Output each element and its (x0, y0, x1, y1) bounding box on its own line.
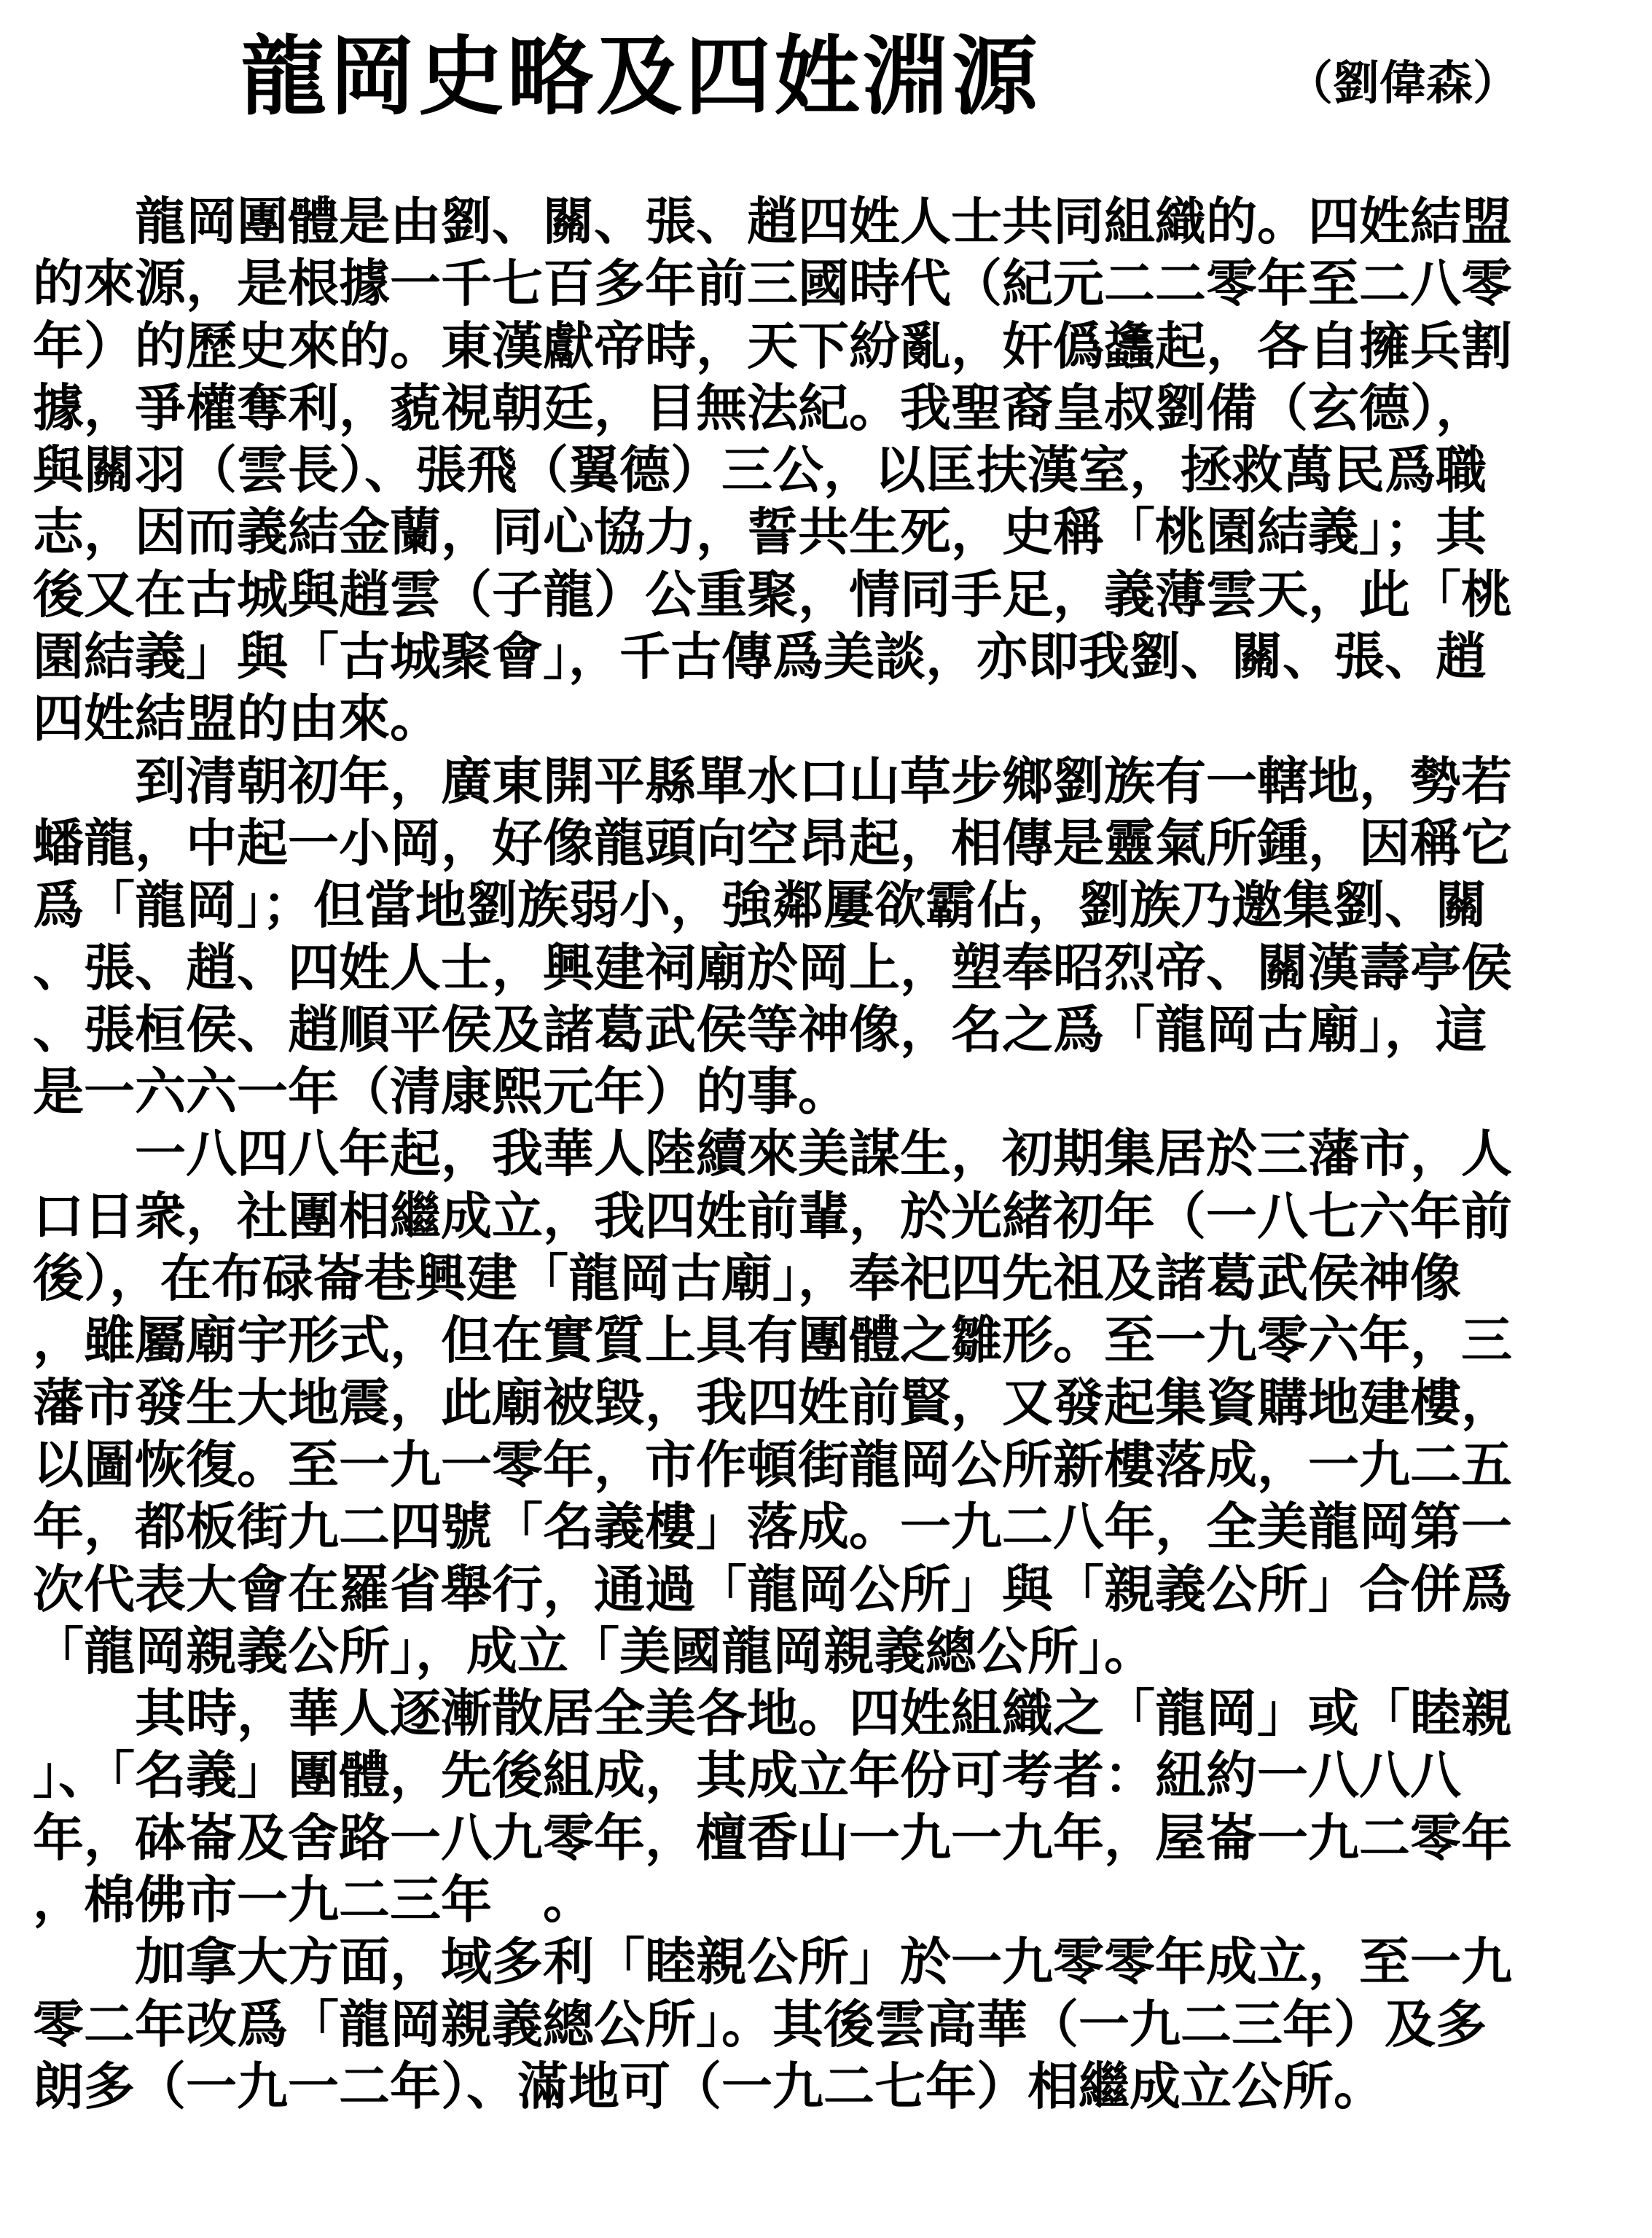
text-line: 與關羽（雲長）、張飛（翼德）三公，以匡扶漢室，拯救萬民爲職 (33, 440, 1487, 501)
text-line: 年，砵崙及舍路一八九零年，檀香山一九一九年，屋崙一九二零年 (33, 1807, 1512, 1868)
text-line: 後），在布碌崙巷興建「龍岡古廟」，奉祀四先祖及諸葛武侯神像 (33, 1248, 1461, 1309)
text-line: 是一六六一年（清康熙元年）的事。 (33, 1062, 849, 1122)
text-line: 、張、趙、四姓人士，興建祠廟於岡上，塑奉昭烈帝、關漢壽亭侯 (33, 937, 1512, 998)
text-line: 龍岡團體是由劉、關、張、趙四姓人士共同組織的。四姓結盟 (135, 192, 1512, 251)
text-line: 零二年改爲「龍岡親義總公所」。其後雲高華（一九二三年）及多 (33, 1994, 1487, 2054)
text-line: 年）的歷史來的。東漢獻帝時，天下紛亂，奸僞蠭起，各自擁兵割 (33, 316, 1512, 376)
text-line: ，棉佛市一九二三年 。 (33, 1870, 594, 1930)
text-line: 年，都板街九二四號「名義樓」落成。一九二八年，全美龍岡第一 (33, 1497, 1512, 1557)
text-line: 「龍岡親義公所」，成立「美國龍岡親義總公所」。 (33, 1621, 1155, 1681)
text-line: 其時，華人逐漸散居全美各地。四姓組織之「龍岡」或「睦親 (135, 1683, 1512, 1744)
text-line: 蟠龍，中起一小岡，好像龍頭向空昂起，相傳是靈氣所鍾，因稱它 (33, 813, 1512, 873)
text-line: 口日衆，社團相繼成立，我四姓前輩，於光緒初年（一八七六年前 (33, 1186, 1512, 1246)
text-line: 後又在古城與趙雲（子龍）公重聚，情同手足，義薄雲天，此「桃 (33, 564, 1512, 625)
text-line: 據，爭權奪利，藐視朝廷，目無法紀。我聖裔皇叔劉備（玄德）， (33, 377, 1487, 438)
text-line: 園結義」與「古城聚會」，千古傳爲美談，亦即我劉、關、張、趙 (33, 627, 1487, 687)
text-line: 到清朝初年，廣東開平縣單水口山草步鄉劉族有一轄地，勢若 (135, 751, 1512, 811)
text-line: 藩市發生大地震，此廟被毀，我四姓前賢，又發起集資購地建樓， (33, 1372, 1512, 1433)
text-line: 、張桓侯、趙順平侯及諸葛武侯等神像，名之爲「龍岡古廟」，這 (33, 999, 1487, 1060)
text-line: 以圖恢復。至一九一零年，市作頓街龍岡公所新樓落成，一九二五 (33, 1434, 1512, 1495)
text-line: 四姓結盟的由來。 (33, 689, 441, 749)
text-line: ，雖屬廟宇形式，但在實質上具有團體之雛形。至一九零六年，三 (33, 1310, 1512, 1371)
text-line: 一八四八年起，我華人陸續來美謀生，初期集居於三藩市，人 (135, 1124, 1512, 1184)
text-line: 的來源，是根據一千七百多年前三國時代（紀元二二零年至二八零 (33, 254, 1512, 314)
text-line: 加拿大方面，域多利「睦親公所」於一九零零年成立，至一九 (135, 1932, 1512, 1992)
text-line: 」、「名義」團體，先後組成，其成立年份可考者：紐約一八八八 (33, 1745, 1461, 1806)
text-line: 爲「龍岡」；但當地劉族弱小，強鄰屢欲霸佔，劉族乃邀集劉、關 (33, 875, 1487, 936)
text-line: 朗多（一九一二年）、滿地可（一九二七年）相繼成立公所。 (33, 2056, 1385, 2116)
text-line: 志，因而義結金蘭，同心協力，誓共生死，史稱「桃園結義」；其 (33, 502, 1487, 563)
text-line: 次代表大會在羅省舉行，通過「龍岡公所」與「親義公所」合併爲 (33, 1559, 1512, 1619)
author-name: （劉偉森） (1286, 57, 1519, 111)
document-title: 龍岡史略及四姓淵源 (240, 26, 1041, 127)
article-body (33, 191, 1621, 2118)
